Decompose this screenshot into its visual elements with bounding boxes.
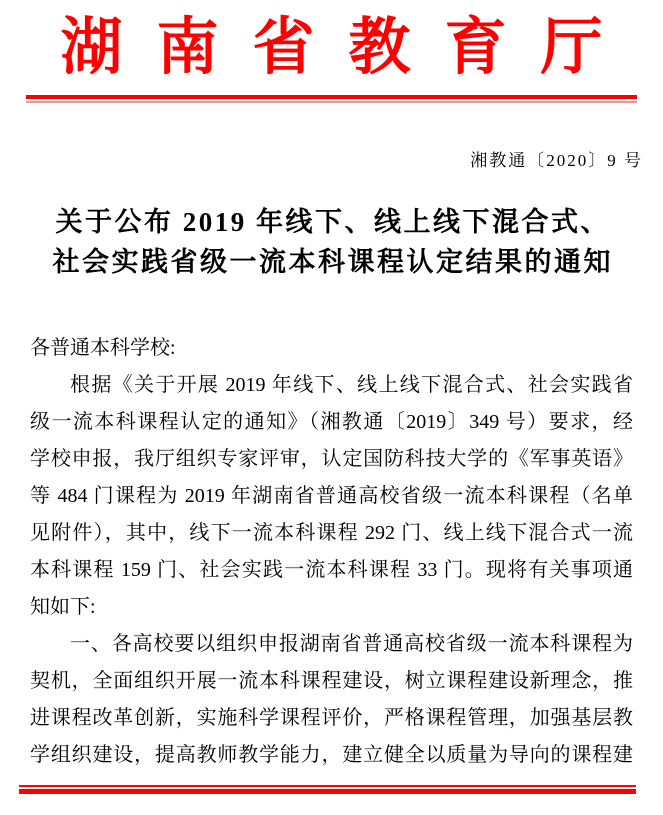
body-line-2: 根据《关于开展 2019 年线下、线上线下混合式、社会实践省 bbox=[70, 374, 633, 396]
letterhead-double-rule bbox=[26, 95, 637, 103]
body-line-8: 知如下: bbox=[30, 596, 96, 618]
document-title-line-1: 关于公布 2019 年线下、线上线下混合式、 bbox=[55, 207, 610, 237]
body-line-9: 一、各高校要以组织申报湖南省普通高校省级一流本科课程为 bbox=[70, 633, 633, 655]
document-title bbox=[0, 202, 663, 282]
body-line-4: 学校申报，我厅组织专家评审，认定国防科技大学的《军事英语》 bbox=[30, 448, 633, 470]
body-line-5: 等 484 门课程为 2019 年湖南省普通高校省级一流本科课程（名单 bbox=[30, 485, 633, 507]
body-line-10: 契机，全面组织开展一流本科课程建设，树立课程建设新理念，推 bbox=[30, 670, 633, 692]
salutation-line: 各普通本科学校: bbox=[30, 337, 176, 359]
document-body bbox=[30, 330, 633, 774]
letterhead-rule-thin bbox=[26, 101, 637, 103]
footer-double-rule bbox=[19, 785, 636, 794]
body-line-11: 进课程改革创新，实施科学课程评价，严格课程管理，加强基层教 bbox=[30, 707, 633, 729]
document-title-line-2: 社会实践省级一流本科课程认定结果的通知 bbox=[52, 247, 613, 277]
document-reference-number: 湘教通〔2020〕9 号 bbox=[470, 151, 643, 170]
body-line-6: 见附件），其中，线下一流本科课程 292 门、线上线下混合式一流 bbox=[30, 522, 633, 544]
body-line-3: 级一流本科课程认定的通知》（湘教通〔2019〕349 号）要求，经 bbox=[30, 411, 633, 433]
body-line-12: 学组织建设，提高教师教学能力，建立健全以质量为导向的课程建 bbox=[30, 744, 633, 766]
agency-letterhead-title: 湖南省教育厅 bbox=[60, 14, 637, 82]
body-line-7: 本科课程 159 门、社会实践一流本科课程 33 门。现将有关事项通 bbox=[30, 559, 633, 581]
footer-rule-thick bbox=[19, 789, 636, 794]
